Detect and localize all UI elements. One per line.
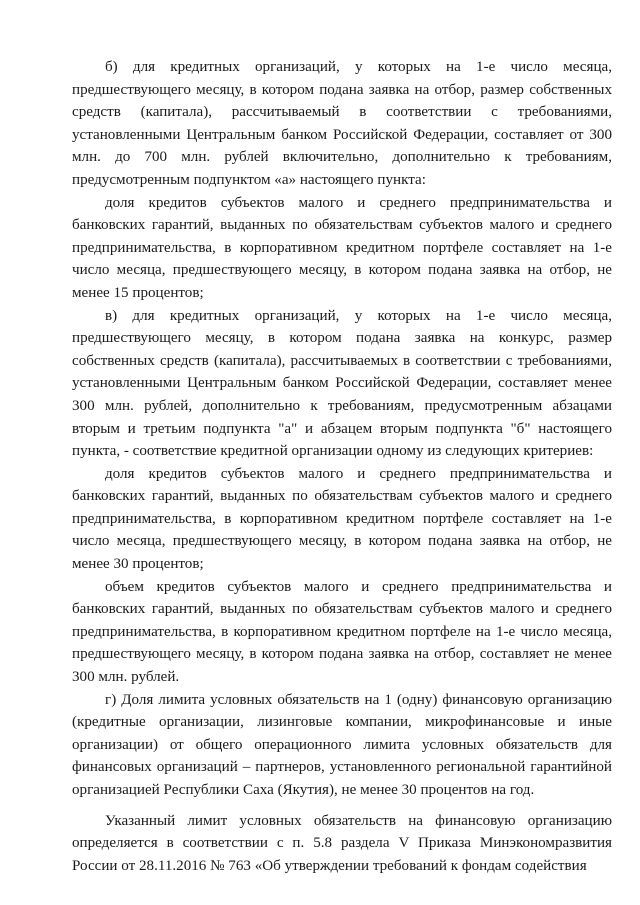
paragraph-b-share-criterion: доля кредитов субъектов малого и среднего предпринимательства и банковских гарантий, выданных по обязательствам субъектов малого и среднего предпринимательства, в корпоративном кредитном портфеле составляет на 1-е число месяца, предшествующего месяцу, в котором подана заявка на отбор, не менее 15 процентов; bbox=[72, 194, 612, 301]
paragraph-g: г) Доля лимита условных обязательств на 1 (одну) финансовую организацию (кредитные организации, лизинговые компании, микрофинансовые и иные организации) от общего операционного лимита условных обязательств для финансовых организаций – партнеров, установленного региональной гарантийной организацией Республики Саха (Якутия), не менее 30 процентов на год. bbox=[72, 691, 612, 798]
paragraph-v: в) для кредитных организаций, у которых на 1-е число месяца, предшествующего месяцу, в котором подана заявка на конкурс, размер собственных средств (капитала), рассчитываемых в соответствии с требованиями, установленными Центральным банком Российской Федерации, составляет менее 300 млн. рублей, дополнительно к требованиям, предусмотренным абзацами вторым и третьим подпункта "а" и абзацем вторым подпункта "б" настоящего пункта, - соответствие кредитной организации одному из следующих критериев: bbox=[72, 307, 612, 460]
paragraph-v-volume-criterion: объем кредитов субъектов малого и среднего предпринимательства и банковских гарантий, выданных по обязательствам субъектов малого и среднего предпринимательства, в корпоративном кредитном портфеле на 1-е число месяца, предшествующего месяцу, в котором подана заявка на отбор, составляет не менее 300 млн. рублей. bbox=[72, 578, 612, 686]
paragraph-v-share-criterion: доля кредитов субъектов малого и среднего предпринимательства и банковских гарантий, выданных по обязательствам субъектов малого и среднего предпринимательства, в корпоративном кредитном портфеле составляет на 1-е число месяца, предшествующего месяцу, в котором подана заявка на отбор, не менее 30 процентов; bbox=[72, 465, 612, 573]
paragraph-limit-definition: Указанный лимит условных обязательств на финансовую организацию определяется в соответствии с п. 5.8 раздела V Приказа Минэкономразвития России от 28.11.2016 № 763 «Об утверждении требований к фондам содействия bbox=[72, 812, 612, 874]
paragraph-b: б) для кредитных организаций, у которых на 1-е число месяца, предшествующего месяцу, в котором подана заявка на отбор, размер собственных средств (капитала), рассчитываемый в соответствии с требованиями, установленными Центральным банком Российской Федерации, составляет от 300 млн. до 700 млн. рублей включительно, дополнительно к требованиям, предусмотренным подпунктом «а» настоящего пункта: bbox=[72, 59, 612, 188]
document-page bbox=[72, 56, 612, 877]
